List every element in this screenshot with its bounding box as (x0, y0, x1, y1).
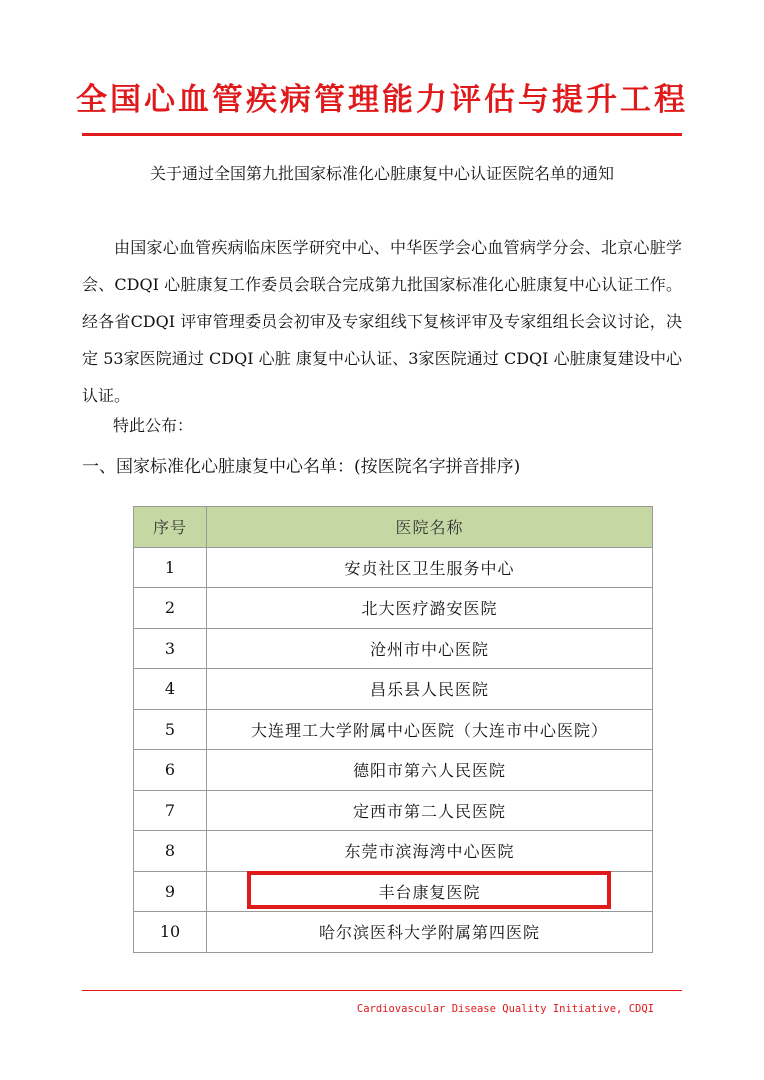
row-number: 10 (134, 912, 207, 953)
header-number: 序号 (134, 507, 207, 548)
table-row (134, 628, 653, 669)
hospital-name: 定西市第二人民医院 (207, 790, 653, 831)
row-number: 2 (134, 588, 207, 629)
hospital-name: 哈尔滨医科大学附属第四医院 (207, 912, 653, 953)
notice-title: 关于通过全国第九批国家标准化心脏康复中心认证医院名单的通知 (149, 164, 614, 183)
row-number: 6 (134, 750, 207, 791)
table-row (134, 669, 653, 710)
hospital-name: 大连理工大学附属中心医院（大连市中心医院） (207, 709, 653, 750)
table-row (134, 709, 653, 750)
hospital-name: 安贞社区卫生服务中心 (207, 547, 653, 588)
hospital-name-highlighted: 丰台康复医院 (207, 871, 653, 912)
notice-body: 由国家心血管疾病临床医学研究中心、中华医学会心血管病学分会、北京心脏学会、CDQI 心脏康复工作委员会联合完成第九批国家标准化心脏康复中心认证工作。经各省CDQI 评审管理委员会初审及专家组线下复核评审及专家组组长会议讨论，决定 53家医院通过 CDQI 心脏 康复中心认证、3家医院通过 CDQI 心脏康复建设中心认证。 (82, 238, 682, 405)
row-number: 8 (134, 831, 207, 872)
table-row (134, 588, 653, 629)
hospital-name: 北大医疗潞安医院 (207, 588, 653, 629)
row-number: 3 (134, 628, 207, 669)
title-divider (82, 133, 682, 136)
footer-divider (82, 990, 682, 991)
highlight-box (247, 871, 611, 909)
table-row (134, 547, 653, 588)
table-row (134, 831, 653, 872)
row-number: 5 (134, 709, 207, 750)
table-row (134, 790, 653, 831)
hospital-name: 昌乐县人民医院 (207, 669, 653, 710)
section-heading: 一、国家标准化心脏康复中心名单：(按医院名字拼音排序) (82, 457, 521, 477)
table-row (134, 750, 653, 791)
row-number: 1 (134, 547, 207, 588)
table-header-row (134, 507, 653, 548)
row-number: 9 (134, 871, 207, 912)
footer-text: Cardiovascular Disease Quality Initiative, CDQI (356, 1003, 654, 1015)
row-number: 4 (134, 669, 207, 710)
row-number: 7 (134, 790, 207, 831)
header-hospital-name: 医院名称 (207, 507, 653, 548)
hospital-name: 德阳市第六人民医院 (207, 750, 653, 791)
hospital-name: 沧州市中心医院 (207, 628, 653, 669)
announce-text: 特此公布： (113, 416, 194, 435)
page-title: 全国心血管疾病管理能力评估与提升工程 (76, 82, 688, 118)
hospital-name: 东莞市滨海湾中心医院 (207, 831, 653, 872)
table-row (134, 912, 653, 953)
